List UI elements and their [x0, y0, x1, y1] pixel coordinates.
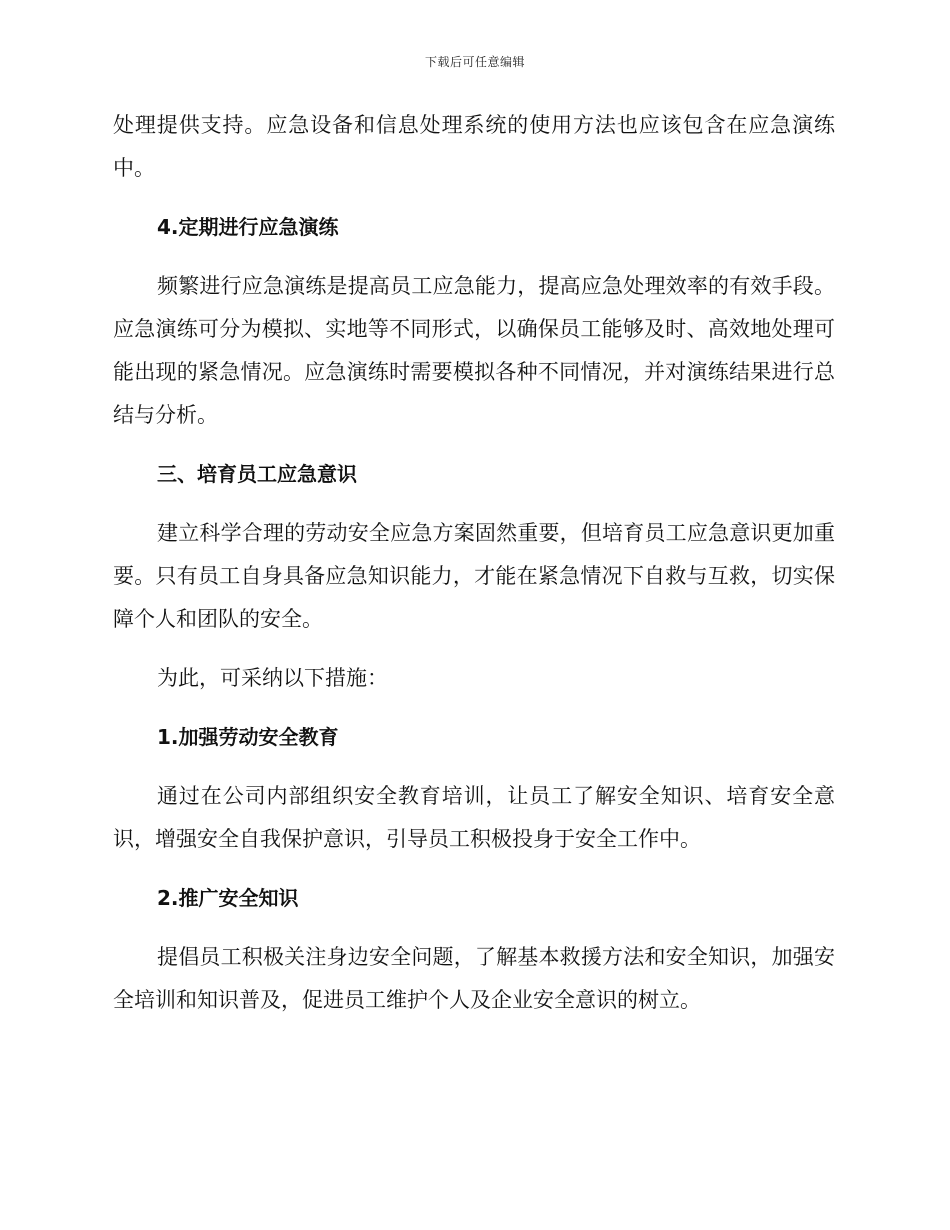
continued-paragraph: 处理提供支持。应急设备和信息处理系统的使用方法也应该包含在应急演练中。	[113, 113, 835, 180]
page-header: 下载后可任意编辑	[424, 55, 525, 69]
paragraph-promote-knowledge: 提倡员工积极关注身边安全问题，了解基本救援方法和安全知识，加强安全培训和知识普及，促进员工维护个人及企业安全意识的树立。	[113, 945, 835, 1012]
paragraph-measures-intro: 为此，可采纳以下措施：	[157, 666, 388, 690]
paragraph-drills: 频繁进行应急演练是提高员工应急能力，提高应急处理效率的有效手段。应急演练可分为模拟、实地等不同形式，以确保员工能够及时、高效地处理可能出现的紧急情况。应急演练时需要模拟各种不同情况，并对演练结果进行总结与分析。	[113, 274, 835, 427]
paragraph-safety-education: 通过在公司内部组织安全教育培训，让员工了解安全知识、培育安全意识，增强安全自我保护意识，引导员工积极投身于安全工作中。	[113, 784, 835, 851]
paragraph-awareness: 建立科学合理的劳动安全应急方案固然重要，但培育员工应急意识更加重要。只有员工自身具备应急知识能力，才能在紧急情况下自救与互救，切实保障个人和团队的安全。	[113, 521, 835, 631]
heading-regular-drills: 4.定期进行应急演练	[157, 215, 339, 239]
document-body	[113, 104, 835, 1038]
heading-promote-knowledge: 2.推广安全知识	[157, 886, 299, 910]
heading-safety-education: 1.加强劳动安全教育	[157, 725, 339, 749]
heading-section-three: 三、培育员工应急意识	[157, 462, 357, 486]
